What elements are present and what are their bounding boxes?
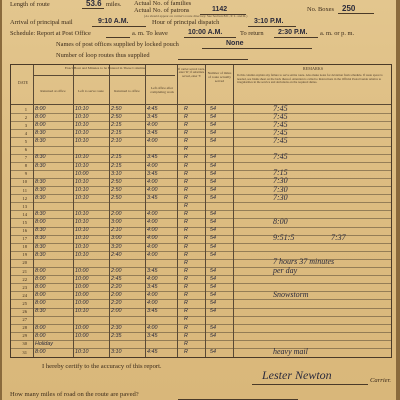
row-divider: [11, 137, 391, 138]
table-cell: 10:10: [75, 154, 89, 161]
table-cell: 10:10: [75, 251, 89, 258]
table-cell: 54: [210, 292, 216, 299]
table-cell: R: [184, 130, 188, 137]
table-cell: 54: [210, 211, 216, 218]
table-cell: 54: [210, 178, 216, 185]
row-divider: [11, 308, 391, 309]
table-cell: 10:10: [75, 122, 89, 128]
table-cell: 54: [210, 219, 216, 226]
table-cell: 10:00: [75, 324, 89, 331]
table-cell: R: [184, 138, 188, 145]
table-cell: 8:30: [35, 308, 46, 315]
table-cell: 8:30: [35, 138, 46, 145]
day-number: 22: [22, 276, 27, 282]
table-cell: 4:00: [147, 211, 158, 218]
table-cell: R: [184, 122, 188, 128]
return-suffix: a. m. or p. m.: [320, 30, 355, 37]
day-number: 9: [24, 171, 27, 177]
boxes-value: 250: [342, 4, 356, 13]
row-divider: [11, 227, 391, 228]
signature-underline: [252, 384, 368, 385]
table-cell: 54: [210, 170, 216, 177]
return-underline: [274, 37, 318, 38]
table-cell: 8:00: [35, 105, 46, 112]
table-cell: 54: [210, 227, 216, 234]
table-cell: 10:00: [75, 275, 89, 282]
remark-entry: 7:45: [273, 111, 288, 121]
table-cell: 10:10: [75, 348, 89, 355]
row-divider: [11, 299, 391, 300]
day-number: 28: [22, 325, 27, 331]
table-cell: 4:45: [147, 105, 158, 112]
table-cell: 10:10: [75, 243, 89, 250]
day-number: 11: [22, 187, 27, 193]
day-number: 23: [22, 284, 27, 290]
table-cell: 54: [210, 122, 216, 128]
table-cell: 10:10: [75, 194, 89, 201]
table-cell: 8:00: [35, 275, 46, 282]
head-returned: Returned at office: [40, 89, 66, 93]
table-cell: R: [184, 235, 188, 242]
table-cell: 2:00: [111, 267, 122, 274]
day-number: 13: [22, 203, 27, 209]
table-cell: R: [184, 186, 188, 193]
length-value: 53.6: [86, 0, 102, 8]
table-cell: R: [184, 154, 188, 161]
table-cell: 54: [210, 267, 216, 274]
head-left2: Left office after completing work: [150, 86, 174, 95]
dispatch-label: Hour of principal dispatch: [152, 19, 220, 26]
table-cell: 2:50: [111, 178, 122, 185]
table-cell: 54: [210, 194, 216, 201]
day-number: 24: [22, 292, 27, 298]
table-cell: 10:00: [75, 267, 89, 274]
day-number: 29: [22, 333, 27, 339]
table-cell: R: [184, 316, 188, 323]
remark-entry: 8:00: [273, 216, 288, 226]
row-divider: [11, 113, 391, 114]
table-cell: 2:10: [111, 227, 122, 234]
table-cell: 8:30: [35, 162, 46, 169]
day-number: 21: [22, 268, 27, 274]
day-number: 3: [24, 122, 27, 128]
table-cell: Holiday: [35, 340, 53, 347]
table-cell: 2:20: [111, 300, 122, 307]
day-number: 20: [22, 260, 27, 266]
return-label: To return: [240, 30, 264, 37]
table-cell: R: [184, 324, 188, 331]
table-cell: R: [184, 275, 188, 282]
row-divider: [11, 162, 391, 163]
schedule-mid: a. m. To leave: [132, 30, 168, 37]
table-cell: 54: [210, 300, 216, 307]
miles-label: miles.: [106, 1, 122, 8]
row-divider: [11, 251, 391, 252]
table-cell: R: [184, 178, 188, 185]
table-cell: 3:20: [111, 243, 122, 250]
table-cell: 2:50: [111, 113, 122, 120]
remark-entry: per day: [273, 265, 298, 275]
table-cell: 4:00: [147, 227, 158, 234]
row-divider: [11, 332, 391, 333]
remark-entry: heavy mail: [273, 346, 308, 356]
table-cell: 4:00: [147, 122, 158, 128]
table-cell: 4:00: [147, 162, 158, 169]
row-divider: [11, 202, 391, 203]
table-cell: 10:10: [75, 113, 89, 120]
day-number: 16: [22, 228, 27, 233]
arrival-underline: [92, 26, 146, 27]
table-cell: 54: [210, 348, 216, 355]
table-cell: 10:10: [75, 308, 89, 315]
remark-entry: 7:45: [273, 103, 288, 113]
table-cell: 8:30: [35, 243, 46, 250]
table-cell: 54: [210, 235, 216, 242]
day-number: 26: [22, 309, 27, 314]
table-cell: 4:00: [147, 300, 158, 307]
row-divider: [11, 283, 391, 284]
table-cell: 3:00: [111, 235, 122, 242]
table-cell: 8:30: [35, 227, 46, 234]
table-cell: 8:00: [35, 300, 46, 307]
table-cell: 8:00: [35, 332, 46, 339]
table-cell: 2:30: [111, 324, 122, 331]
table-cell: 54: [210, 275, 216, 282]
head-miles: Number of miles of route actually served: [207, 71, 232, 84]
daily-log-table: [10, 64, 392, 358]
day-number: 18: [22, 244, 27, 250]
table-cell: 8:00: [35, 324, 46, 331]
table-cell: 2:00: [111, 211, 122, 218]
table-cell: 2:15: [111, 162, 122, 169]
table-cell: 54: [210, 138, 216, 145]
table-cell: 4:00: [147, 235, 158, 242]
carrier-label: Carrier.: [370, 377, 392, 384]
loop-routes-label: Number of loop routes thus supplied: [56, 52, 150, 59]
table-cell: 54: [210, 332, 216, 339]
remark-entry: 9:51:5: [273, 233, 295, 243]
table-cell: R: [184, 292, 188, 299]
head-remarks: REMARKS: [302, 66, 324, 71]
table-cell: 10:10: [75, 138, 89, 145]
table-cell: 54: [210, 186, 216, 193]
leave-underline: [184, 37, 236, 38]
row-divider: [11, 121, 391, 122]
table-cell: 10:10: [75, 105, 89, 112]
length-label: Length of route: [10, 1, 50, 8]
schedule-label: Schedule: Report at Post Office: [10, 30, 91, 37]
table-cell: 10:00: [75, 170, 89, 177]
table-cell: 4:45: [147, 348, 158, 355]
table-cell: 8:30: [35, 130, 46, 137]
day-number: 14: [22, 211, 27, 217]
route-report-sheet: [2, 0, 396, 400]
row-divider: [11, 267, 391, 268]
table-cell: 8:30: [35, 251, 46, 258]
table-cell: 10:10: [75, 235, 89, 242]
table-cell: R: [184, 332, 188, 339]
table-cell: 3:10: [111, 170, 122, 177]
table-cell: R: [184, 308, 188, 315]
day-number: 6: [24, 147, 27, 152]
table-cell: R: [184, 348, 188, 355]
table-cell: 54: [210, 324, 216, 331]
table-cell: 10:10: [75, 186, 89, 193]
row-divider: [11, 154, 391, 155]
table-cell: 4:00: [147, 275, 158, 282]
table-cell: 2:35: [111, 332, 122, 339]
table-cell: R: [184, 259, 188, 266]
head-left: Left to serve route: [78, 89, 104, 93]
row-divider: [11, 348, 391, 349]
day-number: 12: [22, 195, 27, 201]
locked-pouch-label: Names of post offices supplied by locked pouch: [56, 41, 179, 48]
table-cell: 3:45: [147, 194, 158, 201]
table-cell: 2:00: [111, 292, 122, 299]
table-cell: 2:10: [111, 138, 122, 145]
table-cell: R: [184, 203, 188, 209]
certify-text: I hereby certify to the accuracy of this report.: [42, 363, 162, 370]
table-cell: 54: [210, 251, 216, 258]
remark-entry: 7:30: [273, 184, 288, 194]
table-cell: 10:10: [75, 211, 89, 218]
remark-entry: 7:30: [273, 176, 288, 186]
table-cell: 54: [210, 130, 216, 137]
row-divider: [11, 146, 391, 147]
table-cell: 3:45: [147, 308, 158, 315]
table-cell: 2:15: [111, 130, 122, 137]
table-cell: 2:45: [111, 275, 122, 282]
table-cell: 2:40: [111, 251, 122, 258]
row-divider: [11, 218, 391, 219]
row-divider: [11, 194, 391, 195]
table-cell: 8:30: [35, 178, 46, 185]
table-cell: 2:50: [111, 194, 122, 201]
table-cell: R: [184, 162, 188, 169]
table-cell: 2:50: [111, 186, 122, 193]
day-number: 19: [22, 252, 27, 258]
table-cell: R: [184, 170, 188, 177]
table-cell: 3:45: [147, 170, 158, 177]
boxes-underline: [338, 13, 374, 14]
table-cell: R: [184, 105, 188, 112]
table-cell: 8:00: [35, 113, 46, 120]
day-number: 27: [22, 317, 27, 323]
table-cell: 54: [210, 162, 216, 169]
day-number: 15: [22, 219, 27, 225]
row-divider: [11, 210, 391, 211]
group-divider: [33, 75, 175, 76]
table-cell: 54: [210, 113, 216, 120]
remarks-note: In this column explain any failure to serve entire route. Also make notes for deviation from schedule. If route space is needed, see blank sheet on the back thereof. Attention is called to Instructions in the Official Postal Guide relative to irregularities in the service and deviations on the required duties.: [237, 73, 383, 85]
table-cell: 3:10: [111, 348, 122, 355]
table-cell: 2:15: [111, 122, 122, 128]
table-cell: 3:00: [111, 219, 122, 226]
row-divider: [11, 178, 391, 179]
table-cell: 8:00: [35, 284, 46, 290]
row-divider: [11, 170, 391, 171]
table-cell: 8:00: [35, 122, 46, 128]
table-cell: 4:00: [147, 186, 158, 193]
table-cell: R: [184, 227, 188, 234]
table-cell: 10:10: [75, 130, 89, 137]
row-divider: [11, 340, 391, 341]
head-returned2: Returned to office: [114, 89, 140, 93]
table-cell: R: [184, 194, 188, 201]
table-cell: 4:00: [147, 292, 158, 299]
remark-entry: 7:45: [273, 119, 288, 129]
head-date: DATE: [17, 80, 29, 85]
table-cell: 54: [210, 154, 216, 161]
dispatch-underline: [248, 26, 296, 27]
table-cell: 10:10: [75, 227, 89, 234]
table-cell: R: [184, 284, 188, 290]
day-number: 30: [22, 341, 27, 347]
leave-value: 10:00 A.M.: [188, 29, 223, 36]
remark-entry: 7:37: [331, 233, 346, 243]
day-number: 17: [22, 236, 27, 242]
table-cell: 4:00: [147, 219, 158, 226]
table-cell: 2:50: [111, 105, 122, 112]
table-cell: 4:00: [147, 178, 158, 185]
table-cell: 8:00: [35, 348, 46, 355]
row-divider: [11, 243, 391, 244]
table-cell: 3:45: [147, 284, 158, 290]
patrons-label: Actual No. of patrons: [134, 7, 190, 14]
head-group: Exact Hour and Minutes to be Entered in These Columns: [64, 66, 146, 70]
boxes-label: No. Boxes: [307, 6, 334, 13]
table-cell: 54: [210, 308, 216, 315]
table-cell: R: [184, 267, 188, 274]
arrival-label: Arrival of principal mail: [10, 19, 73, 26]
return-value: 2:30 P.M.: [278, 29, 308, 36]
remark-entry: 7:45: [273, 135, 288, 145]
remark-entry: 7 hours 37 minutes: [273, 257, 335, 267]
table-cell: R: [184, 146, 188, 153]
table-cell: 2:00: [111, 308, 122, 315]
table-cell: R: [184, 243, 188, 250]
table-cell: 10:10: [75, 178, 89, 185]
table-cell: R: [184, 251, 188, 258]
table-cell: 4:00: [147, 138, 158, 145]
families-label: Actual No. of families: [134, 0, 192, 7]
table-cell: 2:15: [111, 154, 122, 161]
day-number: 1: [24, 106, 27, 112]
table-cell: 4:00: [147, 243, 158, 250]
carrier-signature: Lester Newton: [262, 368, 332, 382]
remark-entry: Snowstorm: [273, 289, 309, 299]
table-cell: 8:00: [35, 292, 46, 299]
table-cell: 3:45: [147, 130, 158, 137]
day-number: 25: [22, 300, 27, 306]
table-cell: R: [184, 219, 188, 226]
table-cell: 10:00: [75, 300, 89, 307]
locked-underline: [202, 48, 312, 49]
table-cell: R: [184, 211, 188, 218]
table-cell: 54: [210, 243, 216, 250]
row-divider: [11, 324, 391, 325]
dispatch-value: 3:10 P.M.: [254, 18, 284, 25]
table-cell: 2:20: [111, 284, 122, 290]
day-number: 7: [24, 155, 27, 161]
directory-note: (As should appear on carrier's route directory. See Section 821, P. L. and R.): [144, 14, 248, 18]
table-cell: 10:00: [75, 284, 89, 290]
head-service: If carrier served route, enter 'R'; if substitute served, enter 'S': [178, 67, 205, 78]
row-divider: [11, 291, 391, 292]
families-value: 1142: [212, 6, 228, 13]
arrival-value: 9:10 A.M.: [98, 18, 129, 25]
row-divider: [11, 316, 391, 317]
day-number: 5: [24, 138, 27, 144]
remark-entry: 7:45: [273, 152, 288, 162]
table-cell: 3:45: [147, 113, 158, 120]
remark-entry: 7:30: [273, 192, 288, 202]
day-number: 31: [22, 349, 27, 355]
table-cell: 3:45: [147, 332, 158, 339]
table-cell: 3:45: [147, 154, 158, 161]
loop-underline: [178, 59, 248, 60]
length-underline: [82, 8, 104, 9]
table-cell: 10:10: [75, 162, 89, 169]
table-cell: 8:00: [35, 267, 46, 274]
table-cell: R: [184, 300, 188, 307]
row-divider: [11, 186, 391, 187]
day-number: 10: [22, 179, 27, 185]
table-cell: R: [184, 113, 188, 120]
day-number: 8: [24, 163, 27, 169]
table-cell: 4:00: [147, 251, 158, 258]
table-cell: 4:00: [147, 324, 158, 331]
header-divider: [11, 104, 391, 105]
remark-entry: 7:15: [273, 168, 288, 178]
table-cell: 8:30: [35, 194, 46, 201]
paved-label: How many miles of road on the route are paved?: [10, 391, 139, 398]
table-cell: 8:30: [35, 211, 46, 218]
table-cell: 54: [210, 284, 216, 290]
table-cell: 10:00: [75, 292, 89, 299]
table-cell: 8:00: [35, 219, 46, 226]
table-cell: 54: [210, 105, 216, 112]
day-number: 4: [24, 130, 27, 136]
table-cell: 8:30: [35, 186, 46, 193]
remark-entry: 7:45: [273, 127, 288, 137]
table-cell: 3:45: [147, 267, 158, 274]
locked-pouch-value: None: [226, 40, 244, 47]
row-divider: [11, 129, 391, 130]
table-cell: 10:10: [75, 219, 89, 226]
table-cell: 8:30: [35, 235, 46, 242]
report-underline: [106, 37, 130, 38]
table-cell: R: [184, 340, 188, 347]
table-cell: 10:00: [75, 332, 89, 339]
table-cell: 8:30: [35, 154, 46, 161]
row-divider: [11, 275, 391, 276]
day-number: 2: [24, 114, 27, 120]
